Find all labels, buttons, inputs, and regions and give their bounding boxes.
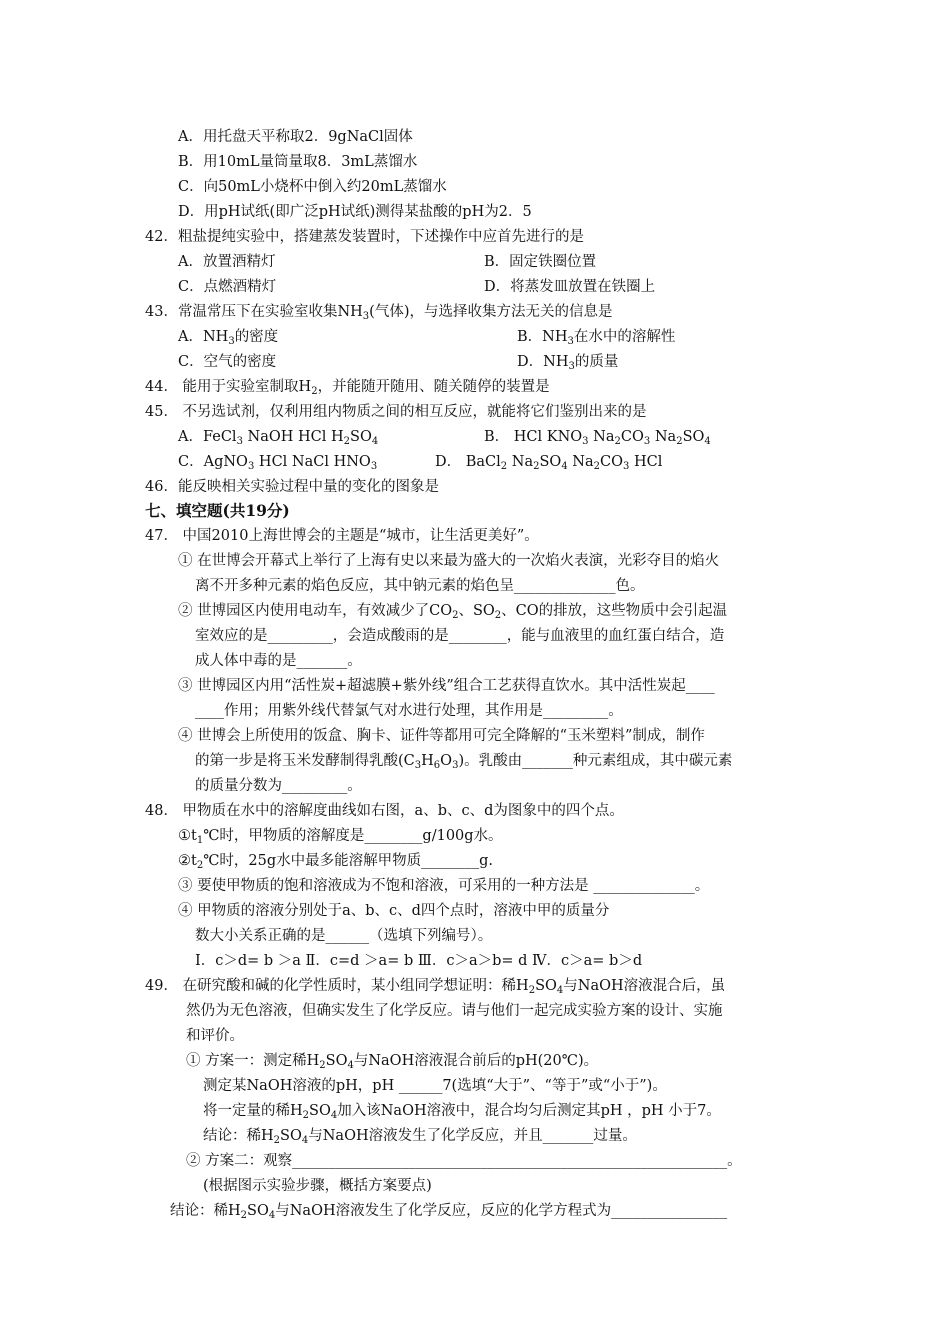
q49-scheme2: ② 方案二：观察____________________________________________________________。 [186,1153,742,1169]
q48-stem: 48． 甲物质在水中的溶解度曲线如右图，a、b、c、d为图象中的四个点。 [145,803,624,819]
q49-stem-line1: 49． 在研究酸和碱的化学性质时，某小组同学想证明：稀$H_2SO_4$与NaOH溶液混合后，虽 [145,978,726,996]
q49-stem-line2: 然仍为无色溶液，但确实发生了化学反应。请与他们一起完成实验方案的设计、实施 [186,1003,723,1019]
q49-scheme2-note: (根据图示实验步骤，概括方案要点) [203,1178,432,1194]
q47-part2-line2: 室效应的是_________，会造成酸雨的是________，能与血液里的血红蛋白结合，造 [195,628,725,644]
section-title: 七、填空题(共19分) [145,501,290,520]
q45-stem: 45． 不另选试剂，仅利用组内物质之间的相互反应，就能将它们鉴别出来的是 [145,404,647,420]
q48-part4-line2: 数大小关系正确的是______（选填下列编号）。 [195,928,493,944]
q43-option-a: A．$NH_3$的密度 [178,329,279,347]
q49-scheme1-step-b: 将一定量的稀$H_2SO_4$加入该NaOH溶液中，混合均匀后测定其pH ，pH 小于7。 [203,1103,721,1121]
q47-part4-line3: 的质量分数为_________。 [195,778,362,794]
q46-stem: 46．能反映相关实验过程中量的变化的图象是 [145,479,439,495]
q47-part1-line1: ① 在世博会开幕式上举行了上海有史以来最为盛大的一次焰火表演，光彩夺目的焰火 [178,553,720,569]
q49-scheme1: ① 方案一：测定稀$H_2SO_4$与NaOH溶液混合前后的pH(20℃)。 [186,1053,599,1071]
q42-option-a: A．放置酒精灯 [178,254,276,270]
q44-stem: 44． 能用于实验室制取$H_2$，并能随开随用、随关随停的装置是 [145,379,550,397]
q43-option-b: B．$NH_3$在水中的溶解性 [517,329,676,347]
q47-part3-line1: ③ 世博园区内用“活性炭+超滤膜+紫外线”组合工艺获得直饮水。其中活性炭起____ [178,678,715,694]
q47-part4-line1: ④ 世博会上所使用的饭盒、胸卡、证件等都用可完全降解的“玉米塑料”制成，制作 [178,728,705,744]
q49-scheme1-conclusion: 结论：稀$H_2SO_4$与NaOH溶液发生了化学反应，并且_______过量。 [203,1128,637,1146]
q48-options: Ⅰ．c＞d= b ＞a Ⅱ．c=d ＞a= b Ⅲ．c＞a＞b= d Ⅳ．c＞a= b＞d [195,953,643,969]
q41-option-a: A．用托盘天平称取2．9gNaCl固体 [178,129,413,145]
q45-option-c: C．AgNO$_3$ HCl NaCl $HNO_3$ [178,454,378,472]
q48-part4-line1: ④ 甲物质的溶液分别处于a、b、c、d四个点时，溶液中甲的质量分 [178,903,610,919]
q49-stem-line3: 和评价。 [186,1028,244,1044]
q48-part2: $②t_2℃$时，25g水中最多能溶解甲物质________g. [178,853,494,871]
q45-option-a: A．FeCl$_3$ NaOH HCl $H_2SO_4$ [178,429,379,447]
q49-scheme1-step-a: 测定某NaOH溶液的pH，pH ______7(选填“大于”、“等于”或“小于”)。 [203,1078,667,1094]
q42-option-c: C．点燃酒精灯 [178,279,277,295]
q48-part3: ③ 要使甲物质的饱和溶液成为不饱和溶液，可采用的一种方法是 ______________。 [178,878,710,894]
q42-stem: 42．粗盐提纯实验中，搭建蒸发装置时，下述操作中应首先进行的是 [145,229,584,245]
q47-part2-line3: 成人体中毒的是_______。 [195,653,362,669]
q41-option-b: B．用10mL量筒量取8．3mL蒸馏水 [178,154,418,170]
q49-conclusion: 结论：稀$H_2SO_4$与NaOH溶液发生了化学反应，反应的化学方程式为________________ [170,1203,728,1221]
q41-option-d: D．用pH试纸(即广泛pH试纸)测得某盐酸的pH为2．5 [178,204,532,220]
q41-option-c: C．向50mL小烧杯中倒入约20mL蒸馏水 [178,179,447,195]
q43-stem: 43．常温常压下在实验室收集$NH_3$(气体)，与选择收集方法无关的信息是 [145,304,613,322]
q47-part1-line2: 离不开多种元素的焰色反应，其中钠元素的焰色呈______________色。 [195,578,645,594]
q45-option-d: D． BaCl$_2$ $Na_2SO_4$ $Na_2CO_3$ HCl [435,454,663,472]
q42-option-d: D．将蒸发皿放置在铁圈上 [484,279,656,295]
q42-option-b: B．固定铁圈位置 [484,254,597,270]
q47-part3-line2: ____作用；用紫外线代替氯气对水进行处理，其作用是_________。 [195,703,623,719]
q45-option-b: B． HCl $KNO_3$ $Na_2CO_3$ $Na_2SO_4$ [484,429,711,447]
q47-part4-line2: 的第一步是将玉米发酵制得乳酸$(C_3H_6O_3)$。乳酸由_______种元素组成，其中碳元素 [195,753,733,771]
q43-option-c: C．空气的密度 [178,354,277,370]
q43-option-d: D．$NH_3$的质量 [517,354,619,372]
q47-stem: 47． 中国2010上海世博会的主题是“城市，让生活更美好”。 [145,528,539,544]
q48-part1: $①t_1℃$时，甲物质的溶解度是________g/100g水。 [178,828,503,846]
q47-part2-line1: ② 世博园区内使用电动车，有效减少了$CO_2$、$SO_2$、CO的排放，这些物质中会引起温 [178,603,728,621]
